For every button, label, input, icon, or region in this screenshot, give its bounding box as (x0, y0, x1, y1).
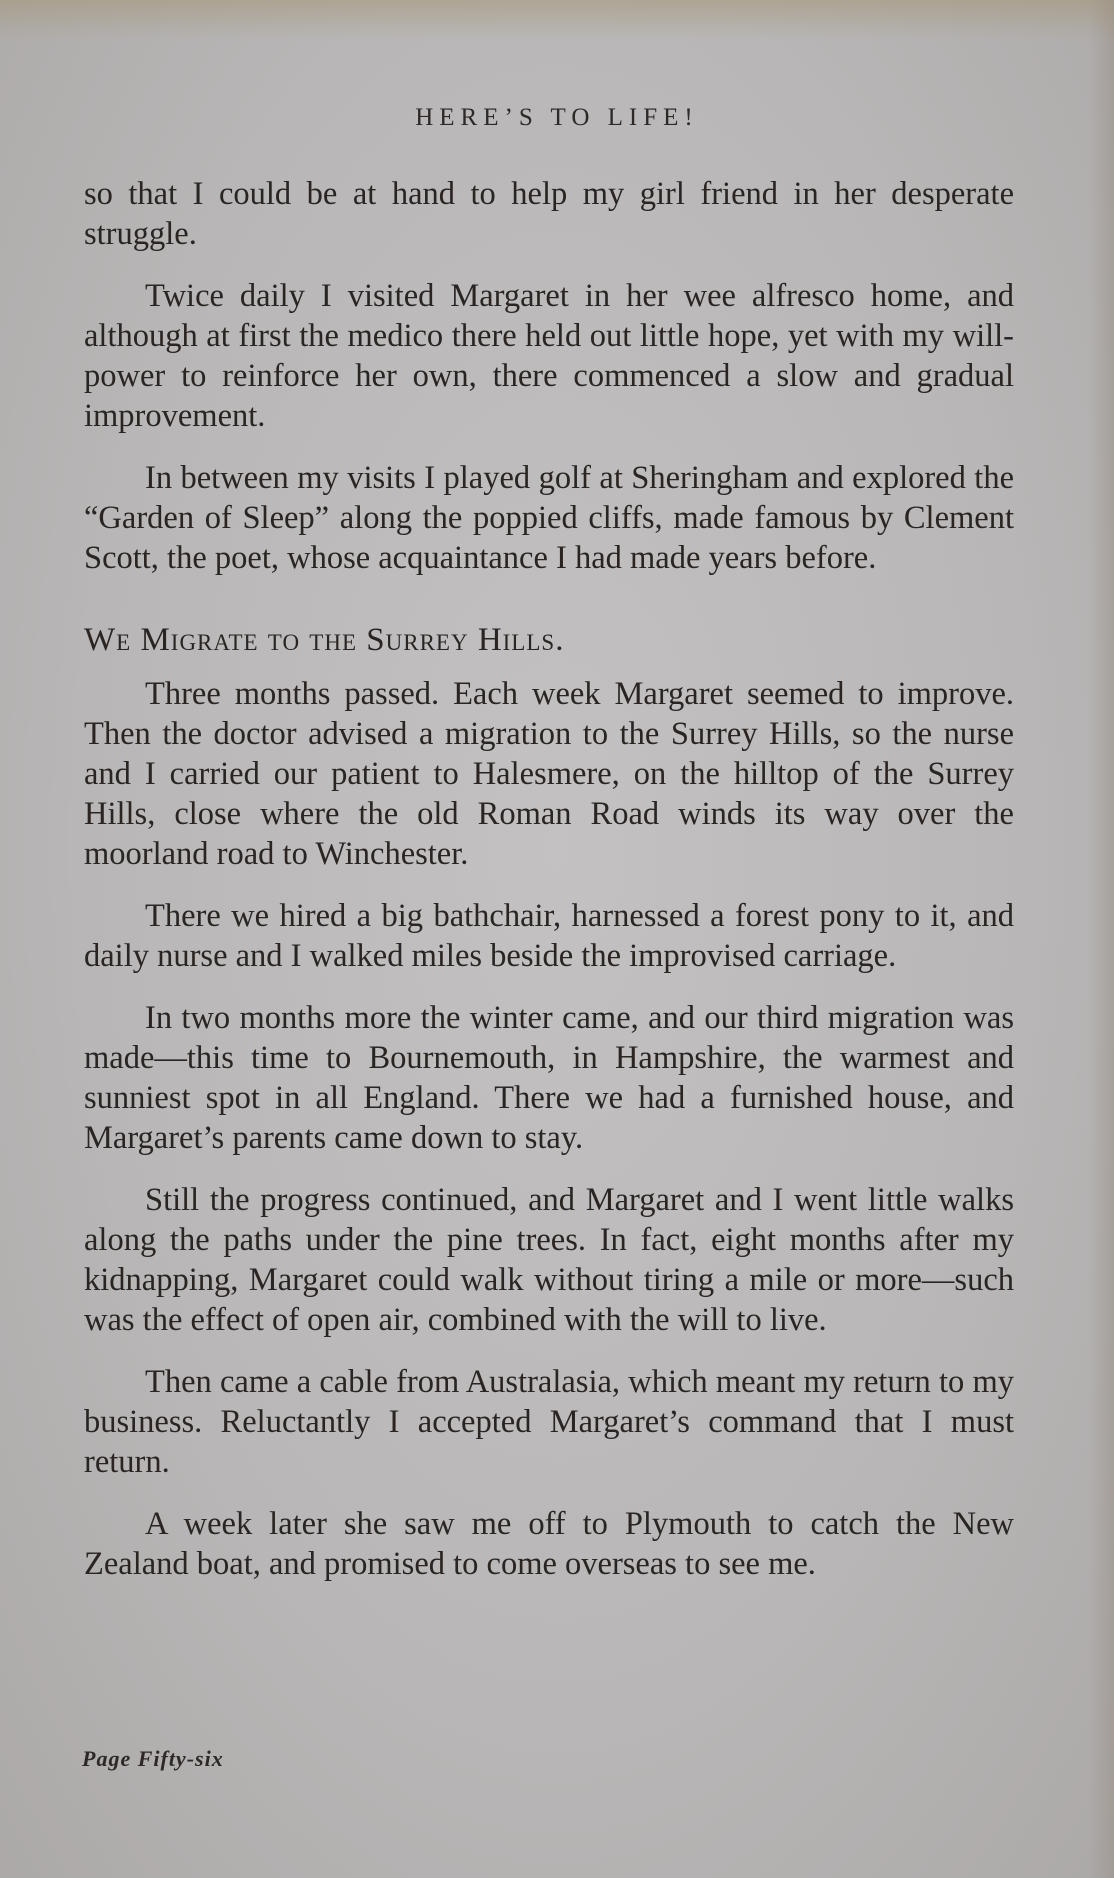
paragraph-three-months: Three months passed. Each week Margaret seemed to improve. Then the doctor advised a migration to the Surrey Hills, so the nurse and I carried our patient to Halesmere, on the hilltop of the Surrey Hills, close where the old Roman Road winds its way over the moorland road to Winchester. (84, 676, 1014, 872)
paragraph-progress: Still the progress continued, and Margaret and I went little walks along the paths under the pine trees. In fact, eight months after my kidnapping, Margaret could walk without tiring a mile or more—such was the effect of open air, combined with the will to live. (84, 1182, 1014, 1338)
running-head: HERE’S TO LIFE! (415, 104, 699, 131)
paragraph-bathchair: There we hired a big bathchair, harnessed a forest pony to it, and daily nurse and I walked miles beside the improvised carriage. (84, 898, 1014, 974)
section-heading: We Migrate to the Surrey Hills. (84, 622, 565, 658)
page-number: Page Fifty-six (82, 1746, 224, 1771)
paragraph-sheringham: In between my visits I played golf at Sheringham and explored the “Garden of Sleep” along the poppied cliffs, made famous by Clement Scott, the poet, whose acquaintance I had made years before. (84, 460, 1014, 576)
paragraph-cable: Then came a cable from Australasia, which meant my return to my business. Reluctantly I accepted Margaret’s command that I must return. (84, 1364, 1014, 1480)
body-text (84, 174, 1014, 1606)
paragraph-continuation: so that I could be at hand to help my girl friend in her desperate struggle. (84, 176, 1014, 252)
paragraph-alfresco-visits: Twice daily I visited Margaret in her wee alfresco home, and although at first the medico there held out little hope, yet with my will-power to reinforce her own, there commenced a slow and gradual improvement. (84, 278, 1014, 434)
paragraph-bournemouth: In two months more the winter came, and our third migration was made—this time to Bournemouth, in Hampshire, the warmest and sunniest spot in all England. There we had a furnished house, and Margaret’s parents came down to stay. (84, 1000, 1014, 1156)
paragraph-plymouth: A week later she saw me off to Plymouth to catch the New Zealand boat, and promised to come overseas to see me. (84, 1506, 1014, 1582)
